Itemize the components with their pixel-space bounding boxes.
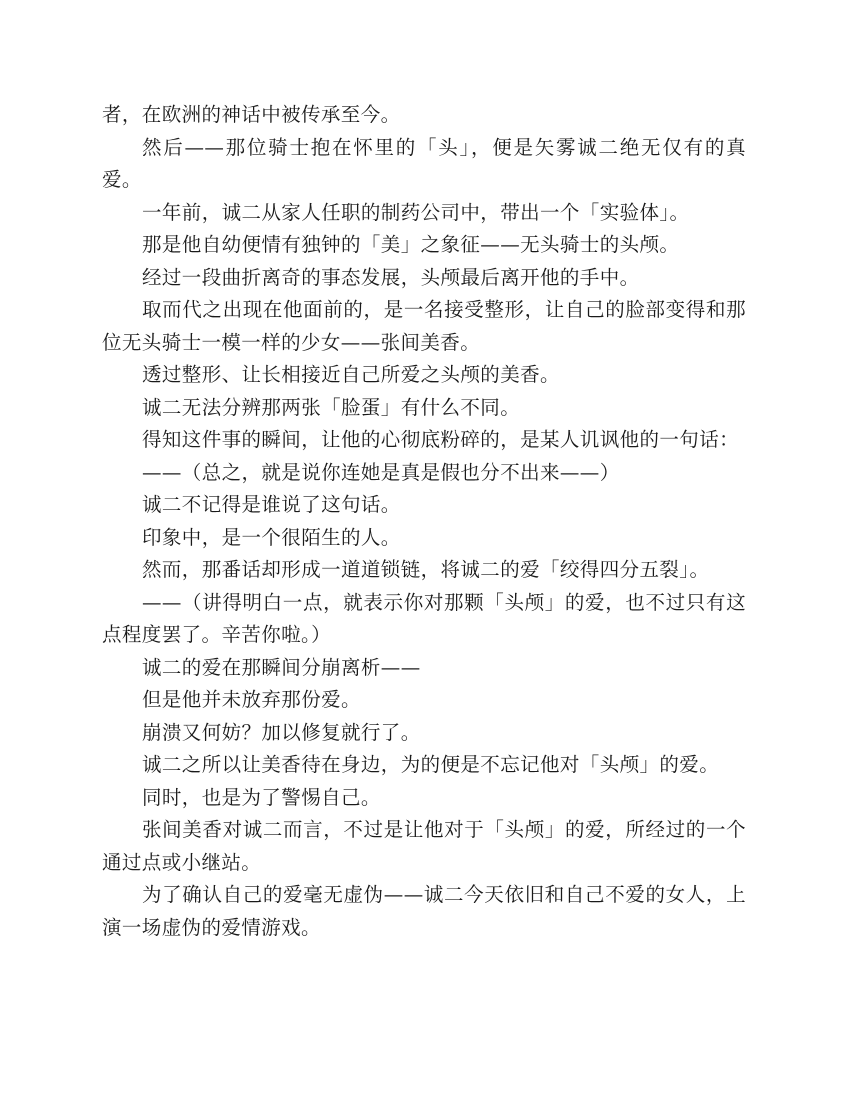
paragraph: 印象中，是一个很陌生的人。 (142, 525, 401, 549)
paragraph: 为了确认自己的爱毫无虚伪——诚二今天依旧和自己不爱的女人，上演一场虚伪的爱情游戏。 (102, 883, 746, 939)
paragraph: 得知这件事的瞬间，让他的心彻底粉碎的，是某人讥讽他的一句话： (142, 428, 740, 451)
paragraph: 诚二的爱在那瞬间分崩离析—— (142, 655, 421, 679)
paragraph: 同时，也是为了警惕自己。 (142, 785, 381, 809)
paragraph: 经过一段曲折离奇的事态发展，头颅最后离开他的手中。 (142, 265, 640, 289)
paragraph: 取而代之出现在他面前的，是一名接受整形，让自己的脸部变得和那位无头骑士一模一样的少女——张间美香。 (102, 298, 746, 354)
paragraph: ——（总之，就是说你连她是真是假也分不出来——） (142, 460, 620, 484)
paragraph: 那是他自幼便情有独钟的「美」之象征——无头骑士的头颅。 (142, 233, 680, 256)
paragraph: 者，在欧洲的神话中被传承至今。 (102, 103, 401, 126)
paragraph: 诚二不记得是谁说了这句话。 (142, 493, 401, 516)
paragraph: 然而，那番话却形成一道道锁链，将诚二的爱「绞得四分五裂」。 (142, 558, 710, 581)
paragraph: 张间美香对诚二而言，不过是让他对于「头颅」的爱，所经过的一个通过点或小继站。 (102, 818, 746, 874)
paragraph: ——（讲得明白一点，就表示你对那颗「头颅」的爱，也不过只有这点程度罢了。辛苦你啦。） (102, 590, 746, 646)
paragraph: 但是他并未放弃那份爱。 (142, 688, 361, 711)
paragraph: 一年前，诚二从家人任职的制药公司中，带出一个「实验体」。 (142, 200, 690, 224)
paragraph: 然后——那位骑士抱在怀里的「头」，便是矢雾诚二绝无仅有的真爱。 (102, 135, 746, 191)
paragraph: 崩溃又何妨？加以修复就行了。 (142, 720, 421, 744)
paragraph: 诚二之所以让美香待在身边，为的便是不忘记他对「头颅」的爱。 (142, 753, 720, 776)
paragraph: 诚二无法分辨那两张「脸蛋」有什么不同。 (142, 395, 521, 419)
paragraph: 透过整形、让长相接近自己所爱之头颅的美香。 (142, 363, 560, 386)
body-text (102, 99, 746, 944)
